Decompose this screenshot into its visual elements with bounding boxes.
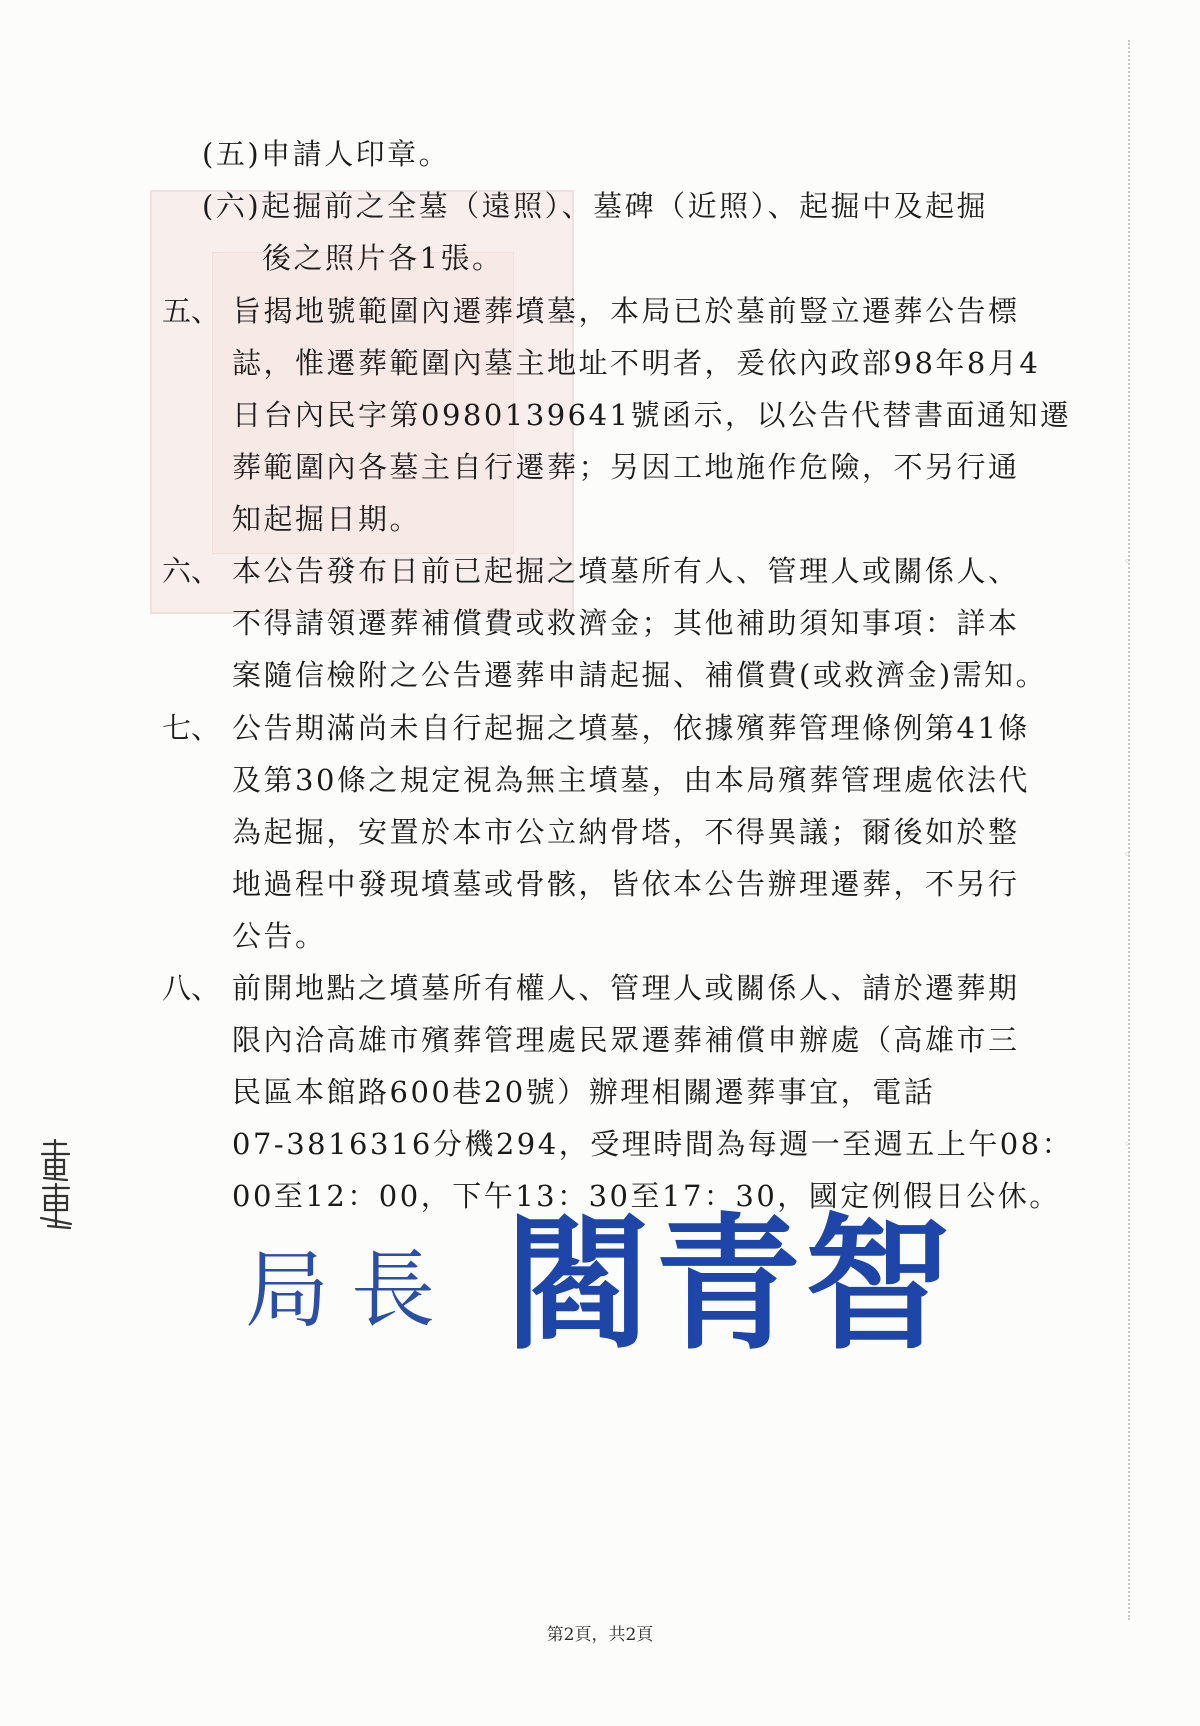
signature-title: 局長 — [245, 1241, 458, 1339]
text-line: 不得請領遷葬補償費或救濟金；其他補助須知事項：詳本 — [232, 606, 1020, 640]
text-line: 07-3816316分機294，受理時間為每週一至週五上午08： — [232, 1127, 1074, 1161]
item-number: 八、 — [162, 971, 221, 1005]
text-line: (六)起掘前之全墓（遠照）、墓碑（近照）、起掘中及起掘 — [202, 189, 989, 223]
text-line: 本公告發布日前已起掘之墳墓所有人、管理人或關係人、 — [232, 554, 1020, 588]
text-line: 日台內民字第0980139641號函示，以公告代替書面通知遷 — [232, 398, 1072, 432]
text-line: 地過程中發現墳墓或骨骸，皆依本公告辦理遷葬，不另行 — [232, 867, 1020, 901]
text-line: 葬範圍內各墓主自行遷葬；另因工地施作危險，不另行通 — [232, 450, 1020, 484]
binding-mark: ◦ — [1123, 555, 1131, 568]
signature-name: 閻青智 — [505, 1200, 955, 1370]
text-line: 公告期滿尚未自行起掘之墳墓，依據殯葬管理條例第41條 — [232, 711, 1030, 745]
text-line: (五)申請人印章。 — [202, 137, 451, 171]
text-line: 前開地點之墳墓所有權人、管理人或關係人、請於遷葬期 — [232, 971, 1020, 1005]
text-line: 案隨信檢附之公告遷葬申請起掘、補償費(或救濟金)需知。 — [232, 658, 1048, 692]
text-line: 誌，惟遷葬範圍內墓主地址不明者，爰依內政部98年8月4 — [232, 346, 1041, 380]
text-line: 及第30條之規定視為無主墳墓，由本局殯葬管理處依法代 — [232, 763, 1030, 797]
binding-mark: ◦ — [1123, 1138, 1131, 1151]
page-number-footer: 第2頁，共2頁 — [546, 1625, 654, 1645]
item-number: 七、 — [162, 711, 221, 745]
item-number: 五、 — [162, 294, 221, 328]
binding-mark: ◦ — [1123, 848, 1131, 861]
text-line: 00至12：00，下午13：30至17：30，國定例假日公休。 — [232, 1179, 1061, 1213]
text-line: 民區本館路600巷20號）辦理相關遷葬事宜，電話 — [232, 1075, 936, 1109]
binding-perforation-line — [1128, 40, 1130, 1620]
text-line: 知起掘日期。 — [232, 502, 422, 536]
text-line: 旨揭地號範圍內遷葬墳墓，本局已於墓前豎立遷葬公告標 — [232, 294, 1020, 328]
item-number: 六、 — [162, 554, 221, 588]
text-line: 為起掘，安置於本市公立納骨塔，不得異議；爾後如於整 — [232, 815, 1020, 849]
text-line: 限內洽高雄市殯葬管理處民眾遷葬補償申辦處（高雄市三 — [232, 1023, 1020, 1057]
text-line: 公告。 — [232, 919, 327, 953]
small-seal-stamp — [36, 1138, 76, 1230]
text-line: 後之照片各1張。 — [262, 241, 504, 275]
